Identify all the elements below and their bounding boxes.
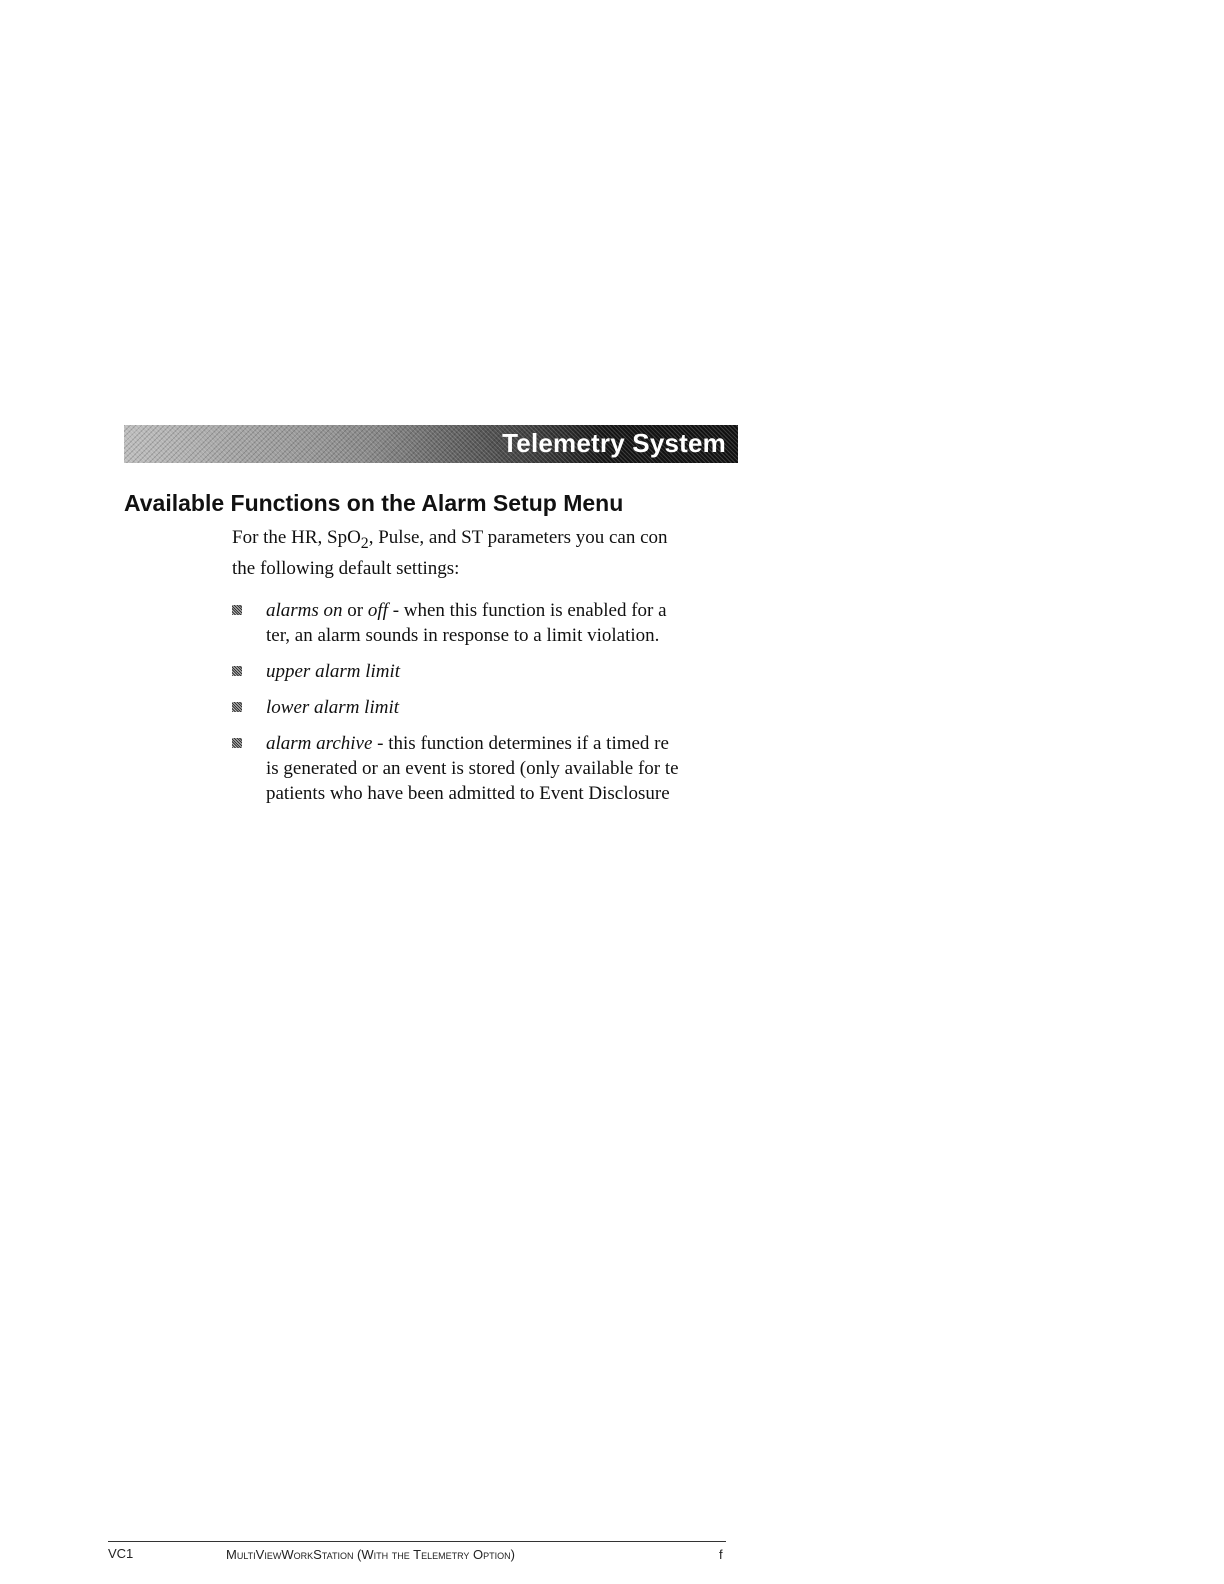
list-item-upper-limit <box>232 659 742 684</box>
list-item-alarm-archive <box>232 731 742 806</box>
intro-text-a: For the HR, SpO <box>232 527 361 548</box>
item-description-line-3: patients who have been admitted to Event Disclosure <box>266 783 670 804</box>
footer-rule <box>108 1541 726 1542</box>
function-list <box>232 598 742 817</box>
item-description-line-2: is generated or an event is stored (only available for te <box>266 758 679 779</box>
intro-paragraph <box>232 525 742 581</box>
term-lower-alarm-limit: lower alarm limit <box>266 697 400 718</box>
section-banner <box>124 425 738 463</box>
footer-product-name: MultiViewWorkStation (With the Telemetry Option) <box>226 1547 515 1562</box>
item-description-line-2: ter, an alarm sounds in response to a limit violation. <box>266 625 660 646</box>
intro-line-2: the following default settings: <box>232 557 460 579</box>
banner-title: Telemetry System <box>502 428 726 458</box>
term-alarm-archive: alarm archive <box>266 733 373 754</box>
item-description: - when this function is enabled for a <box>387 600 667 621</box>
term-alarms-on: alarms on <box>266 600 343 621</box>
intro-line-1 <box>232 525 742 556</box>
bullet-icon <box>232 666 242 676</box>
intro-subscript: 2 <box>360 534 369 552</box>
bullet-icon <box>232 605 242 615</box>
term-off: off <box>367 600 388 621</box>
list-item-alarms-on-off <box>232 598 742 648</box>
bullet-icon <box>232 702 242 712</box>
item-description: - this function determines if a timed re <box>372 733 669 754</box>
section-heading: Available Functions on the Alarm Setup Menu <box>124 490 624 516</box>
footer-code: VC1 <box>108 1546 134 1561</box>
bullet-icon <box>232 738 242 748</box>
list-item-lower-limit <box>232 695 742 720</box>
term-or: or <box>342 600 368 621</box>
term-upper-alarm-limit: upper alarm limit <box>266 661 401 682</box>
intro-text-b: , Pulse, and ST parameters you can con <box>368 527 668 548</box>
footer-page-number: f <box>719 1547 723 1562</box>
